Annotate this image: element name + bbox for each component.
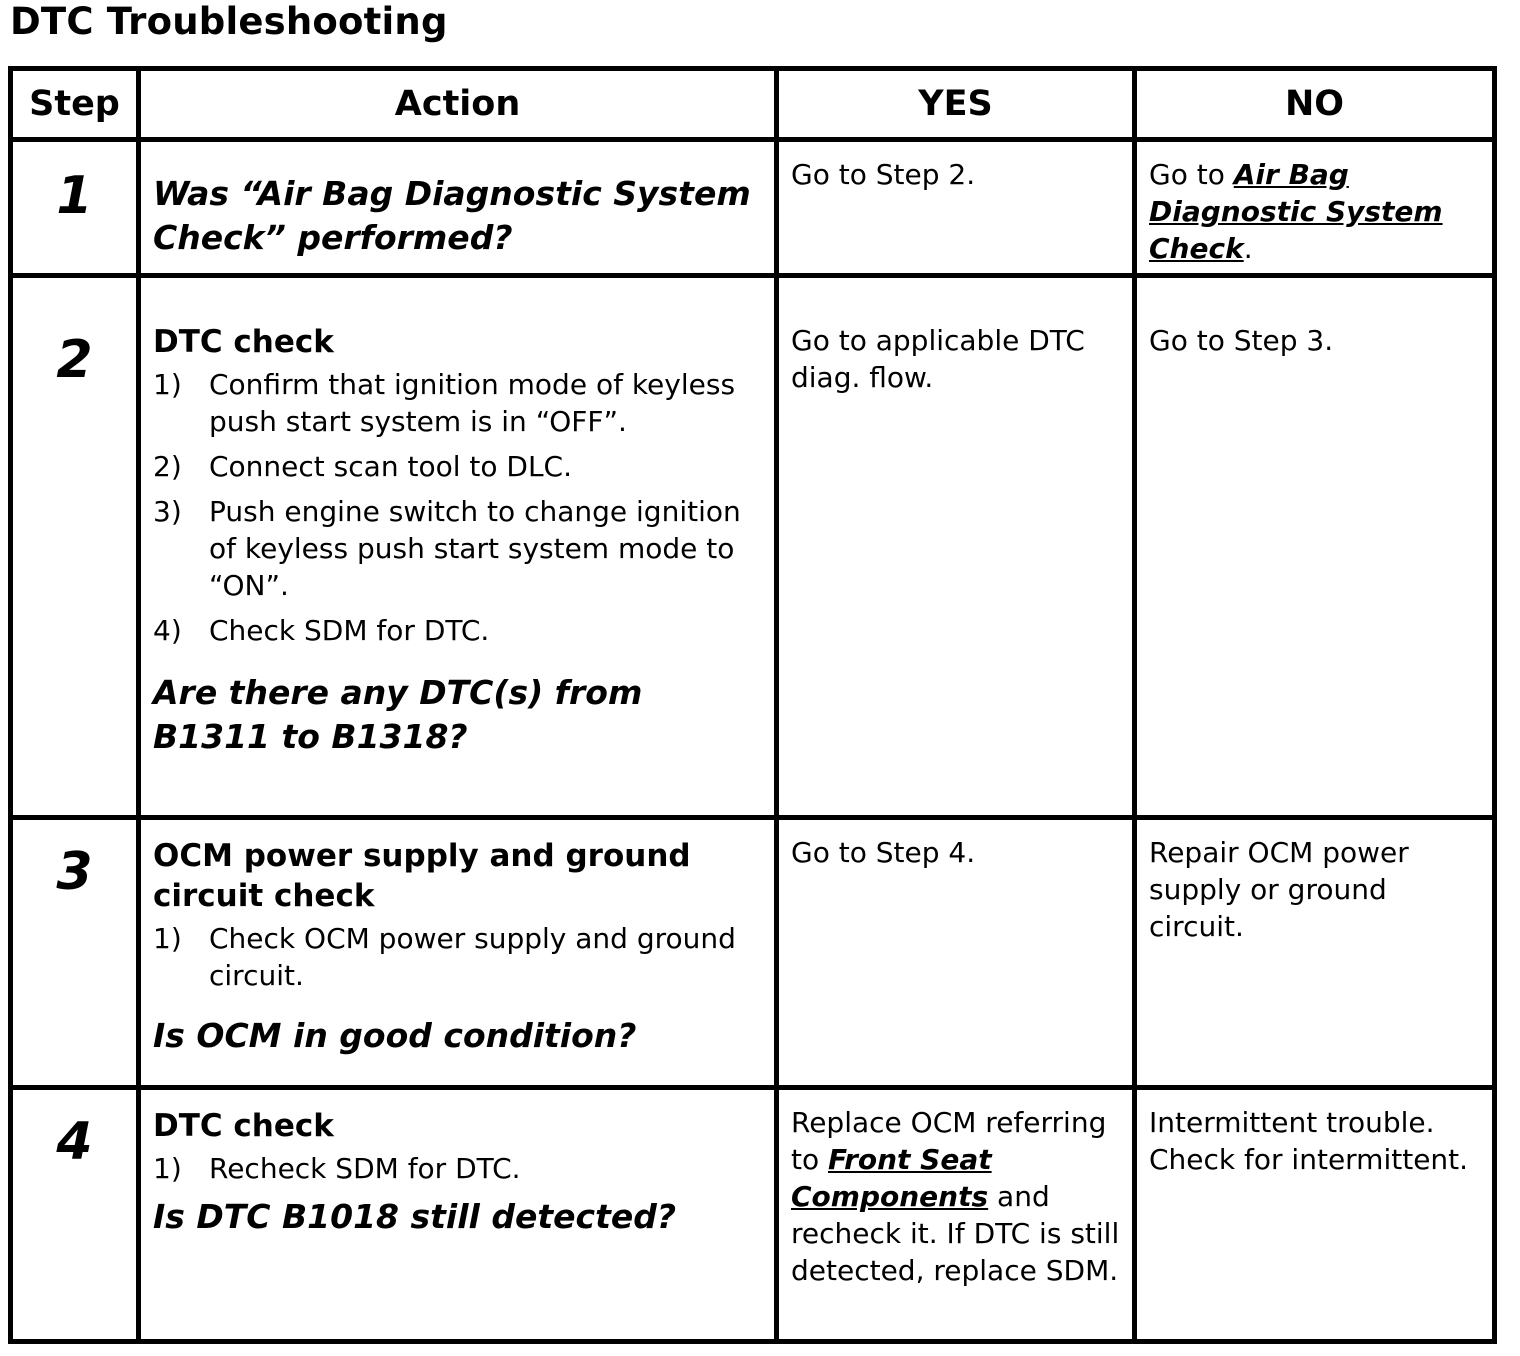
yes-text-prefix: Replace OCM referring to bbox=[791, 1106, 1107, 1176]
action-cell bbox=[139, 276, 777, 818]
list-item-text: Check SDM for DTC. bbox=[209, 614, 490, 647]
list-item-number: 4) bbox=[153, 614, 182, 647]
yes-cell bbox=[777, 140, 1135, 276]
dtc-troubleshooting-table bbox=[8, 66, 1497, 1344]
table-row bbox=[11, 276, 1495, 818]
step-cell bbox=[11, 818, 139, 1088]
header-row bbox=[11, 69, 1495, 140]
no-text: Intermittent trouble. Check for intermittent. bbox=[1149, 1106, 1469, 1176]
step-number: 1 bbox=[56, 166, 93, 226]
step-heading: OCM power supply and ground circuit check bbox=[153, 838, 691, 914]
no-text bbox=[1137, 142, 1492, 267]
list-item-number: 1) bbox=[153, 368, 182, 401]
step-heading: DTC check bbox=[153, 324, 334, 360]
step-question: Is OCM in good condition? bbox=[153, 1016, 637, 1055]
yes-text: Go to Step 2. bbox=[791, 158, 976, 191]
list-item-text: Connect scan tool to DLC. bbox=[209, 450, 573, 483]
no-cell bbox=[1135, 818, 1495, 1088]
header-no: NO bbox=[1135, 69, 1495, 140]
yes-text: Go to Step 4. bbox=[791, 836, 976, 869]
header-yes: YES bbox=[777, 69, 1135, 140]
step-question: Is DTC B1018 still detected? bbox=[153, 1197, 676, 1236]
step-number: 4 bbox=[56, 1112, 93, 1172]
list-item-text: Confirm that ignition mode of keyless push start system is in “OFF”. bbox=[209, 368, 736, 438]
table-row bbox=[11, 140, 1495, 276]
list-item bbox=[153, 366, 762, 440]
front-seat-components-link[interactable]: Front Seat Components bbox=[791, 1143, 992, 1213]
step-procedure-list bbox=[153, 920, 762, 994]
yes-cell bbox=[777, 276, 1135, 818]
yes-text-suffix: and recheck it. If DTC is still detected, replace SDM. bbox=[791, 1180, 1120, 1287]
table-row bbox=[11, 818, 1495, 1088]
yes-text: Go to applicable DTC diag. flow. bbox=[791, 324, 1085, 394]
step-number: 2 bbox=[56, 330, 93, 390]
step-cell bbox=[11, 140, 139, 276]
no-text: Go to Step 3. bbox=[1149, 324, 1334, 357]
list-item bbox=[153, 920, 762, 994]
list-item bbox=[153, 448, 762, 485]
step-question: Are there any DTC(s) from B1311 to B1318? bbox=[153, 673, 643, 756]
no-cell bbox=[1135, 140, 1495, 276]
step-heading: DTC check bbox=[153, 1108, 334, 1144]
header-step: Step bbox=[11, 69, 139, 140]
step-cell bbox=[11, 276, 139, 818]
step-question: Was “Air Bag Diagnostic System Check” performed? bbox=[153, 174, 751, 257]
no-text-prefix: Go to bbox=[1149, 158, 1234, 191]
step-procedure-list bbox=[153, 366, 762, 649]
yes-cell bbox=[777, 1088, 1135, 1342]
no-text: Repair OCM power supply or ground circuit. bbox=[1149, 836, 1409, 943]
yes-text bbox=[779, 1090, 1132, 1289]
page-title: DTC Troubleshooting bbox=[10, 0, 448, 43]
list-item-text: Push engine switch to change ignition of keyless push start system mode to “ON”. bbox=[209, 495, 741, 602]
list-item bbox=[153, 1150, 762, 1187]
list-item bbox=[153, 493, 762, 604]
list-item bbox=[153, 612, 762, 649]
no-text-suffix: . bbox=[1243, 232, 1253, 265]
air-bag-diagnostic-system-check-link[interactable]: Air Bag Diagnostic System Check bbox=[1149, 158, 1443, 265]
list-item-text: Recheck SDM for DTC. bbox=[209, 1152, 521, 1185]
list-item-number: 1) bbox=[153, 1152, 182, 1185]
action-cell bbox=[139, 818, 777, 1088]
header-action: Action bbox=[139, 69, 777, 140]
step-procedure-list bbox=[153, 1150, 762, 1187]
list-item-number: 3) bbox=[153, 495, 182, 528]
list-item-number: 2) bbox=[153, 450, 182, 483]
action-cell bbox=[139, 1088, 777, 1342]
no-cell bbox=[1135, 276, 1495, 818]
yes-cell bbox=[777, 818, 1135, 1088]
step-number: 3 bbox=[56, 842, 93, 902]
action-cell bbox=[139, 140, 777, 276]
list-item-number: 1) bbox=[153, 922, 182, 955]
table-row bbox=[11, 1088, 1495, 1342]
step-cell bbox=[11, 1088, 139, 1342]
list-item-text: Check OCM power supply and ground circuit. bbox=[209, 922, 736, 992]
no-cell bbox=[1135, 1088, 1495, 1342]
